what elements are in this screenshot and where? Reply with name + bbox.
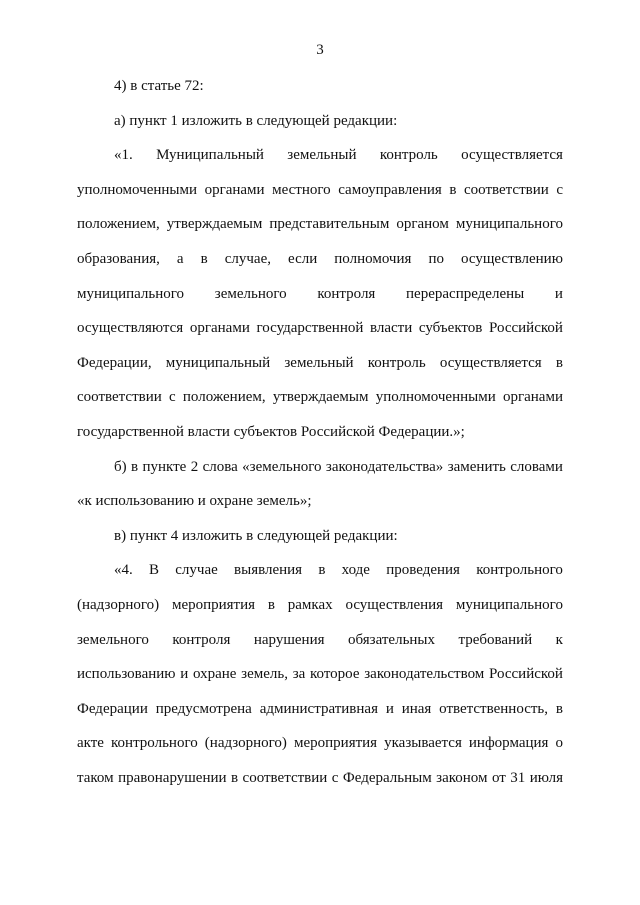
word: выявления bbox=[234, 562, 303, 579]
word: от bbox=[491, 769, 506, 786]
text-line bbox=[77, 180, 563, 215]
word: уполномоченными bbox=[375, 389, 496, 406]
word: полномочия bbox=[334, 250, 412, 267]
word: требований bbox=[458, 631, 533, 648]
word: в bbox=[131, 458, 139, 475]
text-line bbox=[77, 284, 563, 319]
text-line bbox=[77, 768, 563, 803]
word: административная bbox=[259, 700, 378, 717]
word: 2 bbox=[190, 458, 199, 475]
word: указывается bbox=[384, 735, 462, 752]
word: проведения bbox=[386, 562, 460, 579]
word: контроль bbox=[379, 147, 438, 164]
word: в bbox=[555, 354, 563, 371]
word: муниципального bbox=[77, 285, 185, 302]
word: Федерации, bbox=[77, 354, 152, 371]
word: земельного bbox=[214, 285, 287, 302]
word: Муниципальный bbox=[156, 147, 264, 164]
word: обязательных bbox=[348, 631, 436, 648]
page-number: 3 bbox=[316, 42, 324, 58]
word: нарушения bbox=[253, 631, 325, 648]
text-line: «к использованию и охране земель»; bbox=[77, 493, 312, 510]
word: с bbox=[556, 181, 563, 198]
word: информация bbox=[468, 735, 549, 752]
word: соответствии bbox=[464, 181, 549, 198]
text-line bbox=[77, 353, 563, 388]
word: утверждаемым bbox=[272, 389, 369, 406]
word: «4. bbox=[114, 562, 133, 579]
word: с bbox=[331, 769, 339, 786]
word: субъектов bbox=[418, 320, 483, 337]
word: с bbox=[169, 389, 176, 406]
text-line bbox=[77, 145, 563, 180]
document-body bbox=[77, 76, 563, 802]
word: и bbox=[180, 666, 189, 683]
word: В bbox=[149, 562, 160, 579]
word: осуществляется bbox=[461, 147, 563, 164]
word: ходе bbox=[341, 562, 370, 579]
word: Федеральным bbox=[342, 769, 432, 786]
word: уполномоченными bbox=[77, 181, 198, 198]
word: случае bbox=[175, 562, 218, 579]
word: контрольного bbox=[476, 562, 563, 579]
word: «1. bbox=[114, 147, 133, 164]
word: которое bbox=[310, 666, 360, 683]
text-line bbox=[77, 699, 563, 734]
word: земельный bbox=[287, 147, 357, 164]
word: контроля bbox=[172, 631, 231, 648]
word: и bbox=[554, 285, 563, 302]
word: заменить bbox=[447, 458, 506, 475]
word: законом bbox=[436, 769, 488, 786]
word: (надзорного) bbox=[77, 596, 160, 613]
word: случае, bbox=[224, 250, 271, 267]
word: если bbox=[288, 250, 318, 267]
word: утверждаемым bbox=[166, 216, 263, 233]
word: мероприятия bbox=[293, 735, 378, 752]
word: земельного bbox=[77, 631, 149, 648]
word: осуществляется bbox=[439, 354, 542, 371]
word: контроль bbox=[367, 354, 426, 371]
word: охране bbox=[192, 666, 237, 683]
word: иная bbox=[401, 700, 432, 717]
word: органами bbox=[502, 389, 563, 406]
word: осуществления bbox=[345, 596, 444, 613]
word: Российской bbox=[489, 320, 563, 337]
word: самоуправления bbox=[338, 181, 442, 198]
text-line: 4) в статье 72: bbox=[114, 78, 204, 94]
word: по bbox=[428, 250, 444, 267]
word: Федерации bbox=[77, 700, 148, 717]
word: земель, bbox=[241, 666, 288, 683]
text-line bbox=[77, 457, 563, 492]
word: соответствии bbox=[242, 769, 328, 786]
word: за bbox=[292, 666, 306, 683]
word: июля bbox=[529, 769, 563, 786]
word: муниципальный bbox=[165, 354, 271, 371]
word: ответственность, bbox=[439, 700, 549, 717]
word: земельный bbox=[284, 354, 354, 371]
word: осуществлению bbox=[461, 250, 563, 267]
word: положением, bbox=[77, 216, 160, 233]
word: органом bbox=[396, 216, 449, 233]
text-line: в) пункт 4 изложить в следующей редакции: bbox=[114, 527, 398, 544]
word: «земельного bbox=[242, 458, 322, 475]
text-line bbox=[77, 560, 563, 595]
word: представительным bbox=[269, 216, 390, 233]
word: в bbox=[200, 250, 208, 267]
word: в bbox=[449, 181, 457, 198]
word: в bbox=[231, 769, 239, 786]
text-line: государственной власти субъектов Российской Федерации.»; bbox=[77, 423, 465, 440]
text-line bbox=[77, 664, 563, 699]
word: осуществляются bbox=[77, 320, 184, 337]
text-line bbox=[77, 595, 563, 630]
word: муниципального bbox=[455, 216, 563, 233]
word: в bbox=[318, 562, 326, 579]
word: Российской bbox=[489, 666, 563, 683]
word: о bbox=[555, 735, 563, 752]
word: муниципального bbox=[455, 596, 563, 613]
word: словами bbox=[510, 458, 563, 475]
text-line bbox=[77, 630, 563, 665]
word: правонарушении bbox=[118, 769, 227, 786]
word: законодательством bbox=[364, 666, 485, 683]
word: таком bbox=[77, 769, 114, 786]
word: слова bbox=[202, 458, 238, 475]
word: и bbox=[385, 700, 394, 717]
word: государственной bbox=[256, 320, 364, 337]
word: в bbox=[555, 700, 563, 717]
word: б) bbox=[114, 458, 127, 475]
word: контроля bbox=[317, 285, 376, 302]
word: рамках bbox=[287, 596, 333, 613]
word: законодательства» bbox=[325, 458, 444, 475]
text-line: а) пункт 1 изложить в следующей редакции: bbox=[114, 112, 398, 129]
text-line bbox=[77, 733, 563, 768]
word: а bbox=[176, 250, 184, 267]
word: образования, bbox=[77, 250, 160, 267]
word: положением, bbox=[182, 389, 266, 406]
word: в bbox=[267, 596, 275, 613]
text-line bbox=[77, 387, 563, 422]
text-line bbox=[77, 214, 563, 249]
word: органами bbox=[189, 320, 250, 337]
word: пункте bbox=[142, 458, 187, 475]
word: местного bbox=[272, 181, 331, 198]
word: органами bbox=[204, 181, 265, 198]
word: использованию bbox=[77, 666, 176, 683]
text-line bbox=[77, 249, 563, 284]
word: предусмотрена bbox=[155, 700, 252, 717]
word: (надзорного) bbox=[204, 735, 287, 752]
word: власти bbox=[370, 320, 413, 337]
word: 31 bbox=[510, 769, 526, 786]
word: к bbox=[555, 631, 563, 648]
word: перераспределены bbox=[406, 285, 525, 302]
word: соответствии bbox=[77, 389, 162, 406]
word: акте bbox=[77, 735, 104, 752]
text-line bbox=[77, 318, 563, 353]
word: контрольного bbox=[111, 735, 198, 752]
word: мероприятия bbox=[171, 596, 256, 613]
